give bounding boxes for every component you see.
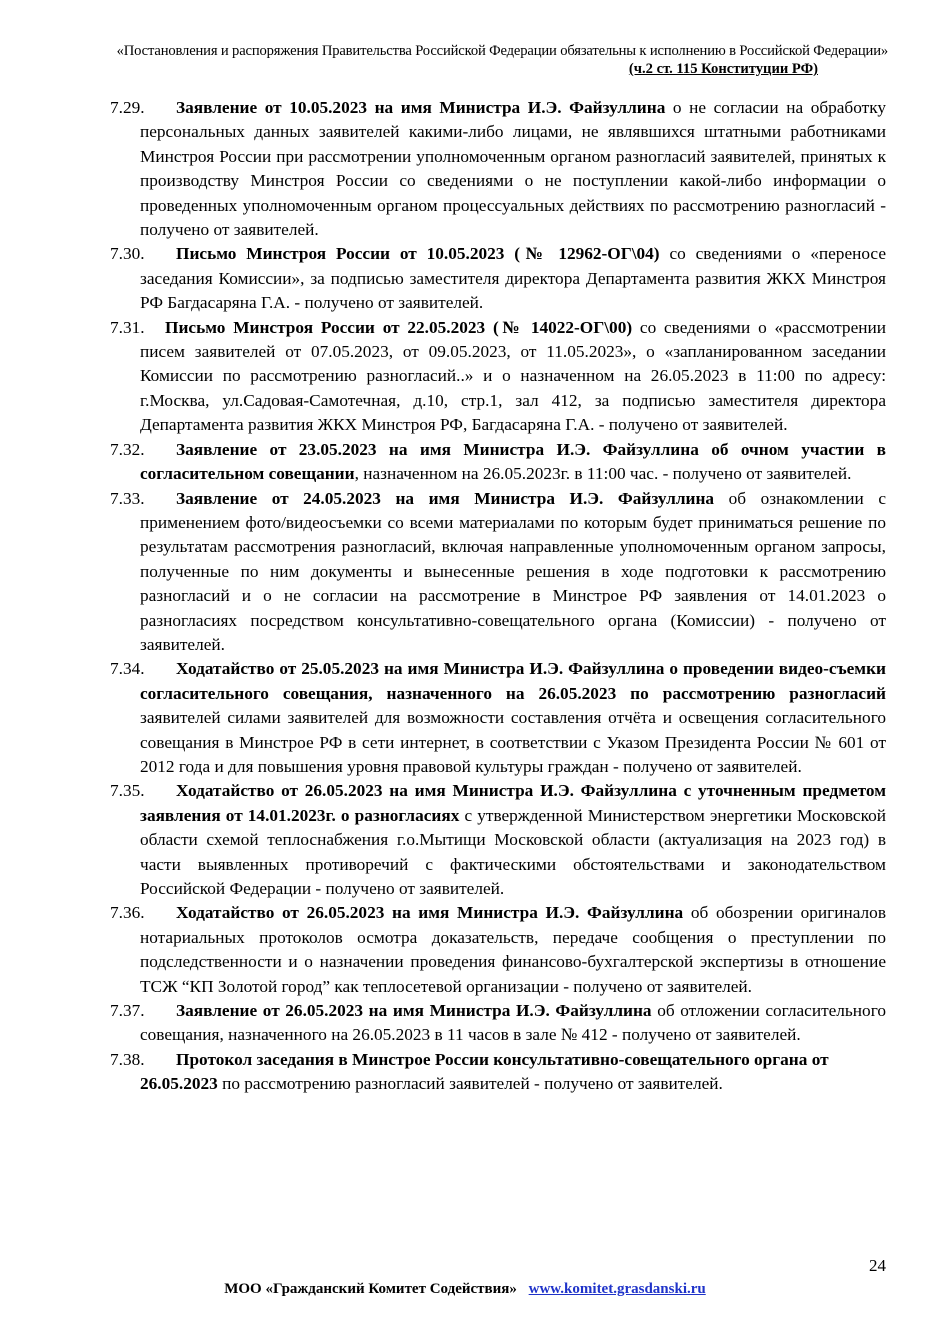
item-title: Ходатайство от 25.05.2023 на имя Министра И.Э. Файзуллина о проведении видео-съемки согласительного совещания, назначенного на 26.05.2023 по рассмотрению разногласий [140,659,886,703]
header-quote: «Постановления и распоряжения Правительства Российской Федерации обязательны к исполнению в Российской Федерации» [116,43,888,59]
list-item [110,999,886,1048]
list-item [110,779,886,901]
item-title: Письмо Минстроя России от 22.05.2023 (№ 14022-ОГ\00) [165,317,633,337]
footer-organization: МОО «Гражданский Комитет Содействия» [224,1281,517,1297]
item-title: Заявление от 10.05.2023 на имя Министра И.Э. Файзуллина [176,98,666,117]
item-number: 7.35. [110,781,145,801]
item-text: со сведениями о «переносе заседания Комиссии», за подписью заместителя директора Департамента развития ЖКХ Минстроя РФ Багдасаряна Г.А. - получено от заявителей. [140,244,886,313]
item-number: 7.37. [110,1001,145,1021]
item-title: Заявление от 23.05.2023 на имя Министра И.Э. Файзуллина об очном участии в согласительном совещании [140,439,886,484]
item-title: Протокол заседания в Минстрое России консультативно-совещательного органа от 26.05.2023 [140,1049,829,1094]
item-text: по рассмотрению разногласий заявителей - получено от заявителей. [217,1074,723,1094]
item-text: , назначенном на 26.05.2023г. в 11:00 час. - получено от заявителей. [354,464,852,484]
item-text: об ознакомлении с применением фото/видеосъемки со всеми материалами по которым будет приниматься решение по результатам рассмотрения разногласий, включая направленные уполномоченным органом запросы, полученные по ним документы и вынесенные решения в ходе подготовки к рассмотрению разногласий и о не согласии на рассмотрение в Минстрое РФ заявления от 14.01.2023 о разногласиях посредством консультативно-совещательного органа (Комиссии) - получено от заявителей. [140,488,886,654]
list-item [110,1048,886,1097]
item-title: Заявление от 24.05.2023 на имя Министра И.Э. Файзуллина [176,488,715,508]
item-text: об обозрении оригиналов нотариальных протоколов осмотра доказательств, передаче сообщения о преступлении по подследственности и о назначении проведения финансово-бухгалтерской экспертизы в отношение ТСЖ “КП Золотой город” как теплосетевой организации - получено от заявителей. [140,903,886,996]
page-footer [0,1281,930,1298]
item-number: 7.38. [110,1049,145,1069]
list-item [110,438,886,487]
list-item [110,96,886,242]
list-item [110,316,886,438]
item-number: 7.36. [110,903,145,923]
item-number: 7.33. [110,488,145,508]
list-item [110,487,886,658]
item-text: со сведениями о «рассмотрении писем заявителей от 07.05.2023, от 09.05.2023, от 11.05.2023», о «запланированном заседании Комиссии по рассмотрению разногласий..» и о назначенном на 26.05.2023 в 11:00 по адресу: г.Москва, ул.Садовая-Самотечная, д.10, стр.1, зал 412, за подписью заместителя директора Департамента развития ЖКХ Минстроя РФ, Багдасаряна Г.А. - получено от заявителей. [140,317,886,435]
item-text: о не согласии на обработку персональных данных заявителей какими-либо лицами, не являвшихся штатными работниками Минстроя России при рассмотрении уполномоченным органом разногласий заявителей, принятых к производству Минстроя России со сведениями о не поступлении какой-либо информации о проведенных уполномоченным органом процессуальных действиях по рассмотрению разногласий - получено от заявителей. [140,98,886,240]
list-item [110,657,886,779]
list-item [110,901,886,999]
item-title: Ходатайство от 26.05.2023 на имя Министра И.Э. Файзуллина [176,903,684,923]
item-number: 7.34. [110,659,145,679]
header-citation: (ч.2 ст. 115 Конституции РФ) [628,61,818,77]
item-number: 7.30. [110,244,145,264]
item-title: Письмо Минстроя России от 10.05.2023 (№ 12962-ОГ\04) [176,244,660,264]
footer-website-link[interactable]: www.komitet.grasdanski.ru [528,1281,706,1297]
list-item [110,242,886,315]
item-number: 7.32. [110,439,145,459]
item-text: с утвержденной Министерством энергетики Московской области схемой теплоснабжения г.о.Мытищи Московской области (актуализация на 2023 год) в части выявленных противоречий с фактическими обстоятельствами и законодательством Российской Федерации - получено от заявителей. [140,805,886,898]
page-number: 24 [869,1256,886,1275]
document-body [110,96,886,1097]
item-text: об отложении согласительного совещания, назначенного на 26.05.2023 в 11 часов в зале № 412 - получено от заявителей. [140,1001,886,1045]
page-header [60,42,888,78]
item-title: Ходатайство от 26.05.2023 на имя Министра И.Э. Файзуллина с уточненным предметом заявления от 14.01.2023г. о разногласиях [140,781,886,825]
item-number: 7.29. [110,98,145,117]
item-text: заявителей силами заявителей для возможности составления отчёта и освещения согласительного совещания в Минстрое РФ в сети интернет, в соответствии с Указом Президента России № 601 от 2012 года и для повышения уровня правовой культуры граждан - получено от заявителей. [140,708,886,776]
item-title: Заявление от 26.05.2023 на имя Министра И.Э. Файзуллина [176,1001,652,1021]
item-number: 7.31. [110,317,145,337]
